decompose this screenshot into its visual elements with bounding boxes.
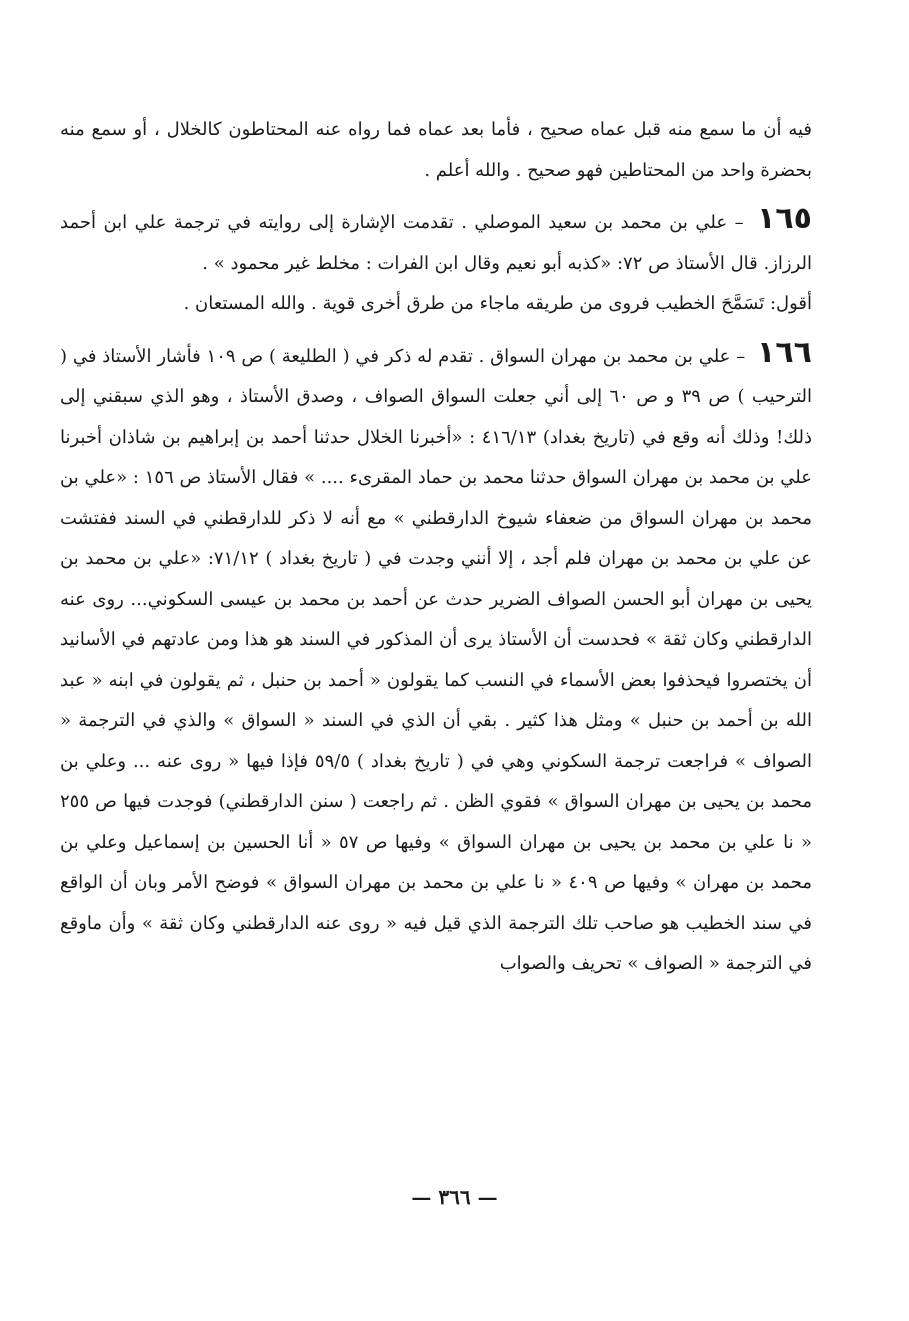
intro-paragraph: فيه أن ما سمع منه قبل عماه صحيح ، فأما بعد عماه فما رواه عنه المحتاطون كالخلال ، أو سمع منه بحضرة واحد من المحتاطين فهو صحيح . والله أعلم . (60, 119, 812, 181)
entry-166 (60, 334, 813, 985)
page-number: — ٣٦٦ — (411, 1185, 498, 1209)
page-body (60, 110, 812, 985)
entry-number-165: ١٦٥ (757, 201, 812, 236)
entry-165 (60, 203, 812, 284)
entry-text-166: – علي بن محمد بن مهران السواق . تقدم له ذكر في ( الطليعة ) ص ١٠٩ فأشار الأستاذ في ( الترحيب ) ص ٣٩ و ص ٦٠ إلى أني جعلت السواق الصواف ، وصدق الأستاذ ، وهو الذي سبقني إلى ذلك! وذلك أنه وقع في (تاريخ بغداد) ٤١٦/١٣ : «أخبرنا الخلال حدثنا أحمد بن إبراهيم بن شاذان أخبرنا علي بن محمد بن مهران السواق حدثنا محمد بن حماد المقرىء .... » فقال الأستاذ ص ١٥٦ : «علي بن محمد بن مهران السواق من ضعفاء شيوخ الدارقطني » مع أنه لا ذكر للدارقطني في السند ففتشت عن علي بن محمد بن مهران فلم أجد ، إلا أنني وجدت في ( تاريخ بغداد ) ٧١/١٢: «علي بن محمد بن يحيى بن مهران أبو الحسن الصواف الضرير حدث عن أحمد بن محمد بن عيسى السكوني... روى عنه الدارقطني وكان ثقة » فحدست أن الأستاذ يرى أن المذكور في السند هو هذا ومن عادتهم في الأسانيد أن يختصروا فيحذفوا بعض الأسماء في النسب كما يقولون « أحمد بن حنبل ، ثم يقولون في ابنه « عبد الله بن أحمد بن حنبل » ومثل هذا كثير . بقي أن الذي في السند « السواق » والذي في الترجمة « الصواف » فراجعت ترجمة السكوني وهي في ( تاريخ بغداد ) ٥٩/٥ فإذا فيها « روى عنه ... وعلي بن محمد بن يحيى بن مهران السواق » فقوي الظن . ثم راجعت ( سنن الدارقطني) فوجدت فيها ص ٢٥٥ « نا علي بن محمد بن يحيى بن مهران السواق » وفيها ص ٥٧ « أنا الحسين بن إسماعيل وعلي بن محمد بن مهران » وفيها ص ٤٠٩ « نا علي بن محمد بن مهران السواق » فوضح الأمر وبان أن الواقع في سند الخطيب هو صاحب تلك الترجمة الذي قيل فيه « روى عنه الدارقطني وكان ثقة » وأن ماوقع في الترجمة « الصواف » تحريف والصواب (60, 345, 813, 974)
entry-text-165: – علي بن محمد بن سعيد الموصلي . تقدمت الإشارة إلى روايته في ترجمة علي ابن أحمد الرزاز. قال الأستاذ ص ٧٢: «كذبه أبو نعيم وقال ابن الفرات : مخلط غير محمود » . (60, 212, 812, 274)
entry-number-166: ١٦٦ (757, 334, 812, 370)
entry-comment-165: أقول: تَسَمَّحَ الخطيب فروى من طريقه ماجاء من طرق أخرى قوية . والله المستعان . (183, 293, 812, 314)
